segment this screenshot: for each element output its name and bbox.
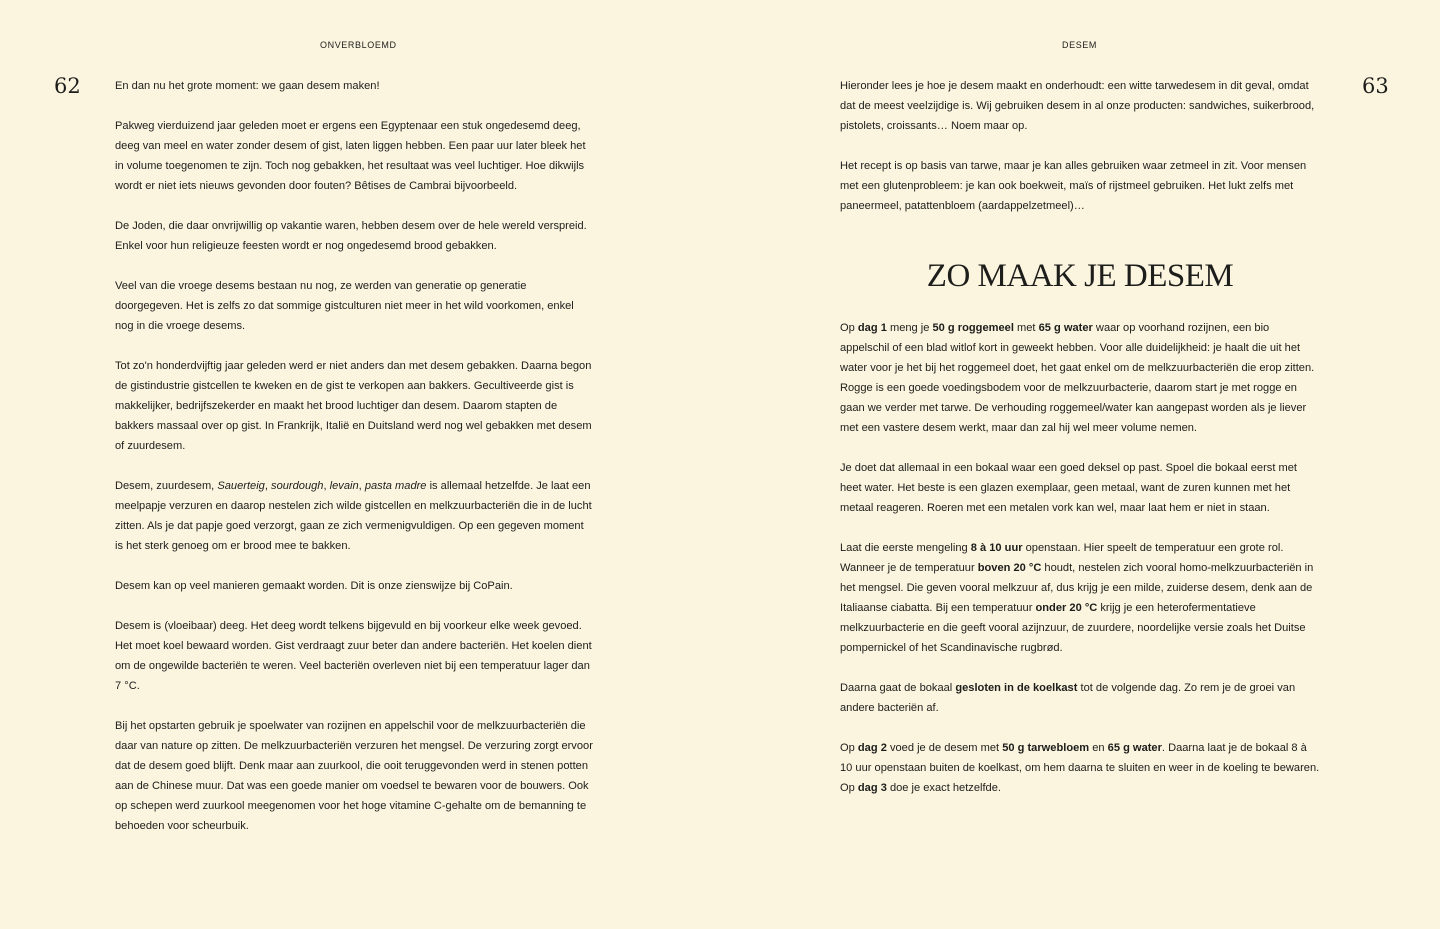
text-run: ,	[323, 480, 330, 492]
bold-text: dag 1	[857, 322, 887, 334]
bold-text: gesloten in de koelkast	[955, 682, 1078, 694]
running-head-right: DESEM	[1062, 40, 1098, 50]
paragraph	[840, 738, 1320, 798]
paragraph	[115, 76, 593, 96]
right-page	[720, 0, 1440, 929]
text-run: Je doet dat allemaal in een bokaal waar een goed deksel op past. Spoel die bokaal eerst met heet water. Het beste is een glazen exemplaar, geen metaal, want de zuren kunnen met het metaal reageren. Roeren met een metalen vork kan wel, maar laat hem er niet in staan.	[840, 462, 1297, 514]
bold-text: dag 2	[857, 742, 887, 754]
text-run: Pakweg vierduizend jaar geleden moet er ergens een Egyptenaar een stuk ongedesemd deeg, deeg van meel en water zonder desem of gist, laten liggen hebben. Een paar uur later bleek het in volume toegenomen te zijn. Toch nog gebakken, het resultaat was veel luchtiger. Hoe dikwijls wordt er niet iets nieuws gevonden door fouten? Bêtises de Cambrai bijvoorbeeld.	[115, 120, 586, 192]
italic-text: Sauerteig	[217, 480, 265, 492]
text-run: Daarna gaat de bokaal	[840, 682, 956, 694]
body-text-left	[115, 76, 593, 856]
bold-text: 50 g roggemeel	[932, 322, 1014, 334]
paragraph	[115, 276, 593, 336]
text-run: Op	[840, 742, 858, 754]
bold-text: 65 g water	[1107, 742, 1162, 754]
text-run: voed je de desem met	[886, 742, 1003, 754]
paragraph	[840, 458, 1320, 518]
text-run: . Daarna laat je de bokaal 8 à 10 uur openstaan buiten de koelkast, om hem daarna te sluiten en weer in de koeling te bewaren. Op	[840, 742, 1320, 794]
text-run: Tot zo'n honderdvijftig jaar geleden werd er niet anders dan met desem gebakken. Daarna begon de gistindustrie gistcellen te kweken en de gist te verkopen aan bakkers. Gecultiveerde gist is makkelijker, bedrijfszekerder en maakt het brood luchtiger dan desem. Daarom stapten de bakkers massaal over op gist. In Frankrijk, Italië en Duitsland werd nog wel gebakken met desem of zuurdesem.	[115, 360, 592, 452]
bold-text: boven 20 °C	[977, 562, 1042, 574]
paragraph	[840, 76, 1320, 136]
text-run: Desem, zuurdesem,	[115, 480, 218, 492]
text-run: Desem is (vloeibaar) deeg. Het deeg wordt telkens bijgevuld en bij voorkeur elke week gevoed. Het moet koel bewaard worden. Gist verdraagt zuur beter dan andere bacteriën. Het koelen dient om de ongewilde bacteriën te weren. Veel bacteriën overleven niet bij een temperatuur lager dan 7 °C.	[115, 620, 592, 692]
bold-text: dag 3	[857, 782, 887, 794]
italic-text: pasta madre	[364, 480, 427, 492]
recipe-text	[840, 318, 1320, 798]
text-run: Het recept is op basis van tarwe, maar je kan alles gebruiken waar zetmeel in zit. Voor mensen met een glutenprobleem: je kan ook boekweit, maïs of rijstmeel gebruiken. Het lukt zelfs met paneermeel, patattenbloem (aardappelzetmeel)…	[840, 160, 1307, 212]
paragraph	[115, 716, 593, 836]
text-run: ,	[264, 480, 272, 492]
running-head-left: ONVERBLOEMD	[320, 40, 397, 50]
paragraph	[115, 116, 593, 196]
page-number-left: 62	[54, 74, 81, 98]
text-run: tot de volgende dag. Zo rem je de groei van andere bacteriën af.	[840, 682, 1296, 714]
bold-text: 50 g tarwebloem	[1002, 742, 1090, 754]
italic-text: sourdough	[271, 480, 324, 492]
text-run: Op	[840, 322, 858, 334]
text-run: Hieronder lees je hoe je desem maakt en onderhoudt: een witte tarwedesem in dit geval, omdat dat de meest veelzijdige is. Wij gebruiken desem in al onze producten: sandwiches, suikerbrood, pistolets, croissants… Noem maar op.	[840, 80, 1315, 132]
text-run: openstaan. Hier speelt de temperatuur een grote rol. Wanneer je de temperatuur	[840, 542, 1284, 574]
paragraph	[840, 678, 1320, 718]
text-run: De Joden, die daar onvrijwillig op vakantie waren, hebben desem over de hele wereld verspreid. Enkel voor hun religieuze feesten wordt er nog ongedesemd brood gebakken.	[115, 220, 587, 252]
paragraph	[840, 318, 1320, 438]
paragraph	[115, 476, 593, 556]
text-run: krijg je een heterofermentatieve melkzuurbacterie en die geeft vooral azijnzuur, de zuurdere, noordelijke versie zoals het Duitse pompernickel of het Scandinavische rugbrød.	[840, 602, 1306, 654]
bold-text: 8 à 10 uur	[970, 542, 1023, 554]
paragraph	[840, 538, 1320, 658]
text-run: meng je	[886, 322, 933, 334]
text-run: Veel van die vroege desems bestaan nu nog, ze werden van generatie op generatie doorgegeven. Het is zelfs zo dat sommige gistculturen niet meer in het wild voorkomen, enkel nog in die vroege desems.	[115, 280, 574, 332]
paragraph	[115, 576, 593, 596]
text-run: is allemaal hetzelfde. Je laat een meelpapje verzuren en daarop nestelen zich wilde gistcellen en melkzuurbacteriën die in de lucht zitten. Als je dat papje goed verzorgt, gaan ze zich vermenigvuldigen. Op een gegeven moment is het sterk genoeg om er brood mee te bakken.	[115, 480, 592, 552]
text-run: Desem kan op veel manieren gemaakt worden. Dit is onze zienswijze bij CoPain.	[115, 580, 513, 592]
text-run: met	[1013, 322, 1039, 334]
bold-text: 65 g water	[1038, 322, 1093, 334]
section-title: ZO MAAK JE DESEM	[926, 258, 1234, 294]
text-run: En dan nu het grote moment: we gaan desem maken!	[115, 80, 380, 92]
paragraph	[115, 616, 593, 696]
paragraph	[115, 216, 593, 256]
text-run: waar op voorhand rozijnen, een bio appelschil of een blad witlof kort in geweekt hebben. Voor alle duidelijkheid: je haalt die uit het water voor je het bij het roggemeel doet, het gaat enkel om de melkzuurbacteriën die erop zitten. Rogge is een goede voedingsbodem voor de melkzuurbacterie, daarom start je met rogge en gaan we verder met tarwe. De verhouding roggemeel/water kan aangepast worden als je liever met een vastere desem werkt, maar dan zal hij wel meer volume nemen.	[840, 322, 1315, 434]
paragraph	[115, 356, 593, 456]
bold-text: onder 20 °C	[1035, 602, 1098, 614]
intro-text	[840, 76, 1320, 216]
paragraph	[840, 156, 1320, 216]
italic-text: levain	[329, 480, 359, 492]
text-run: houdt, nestelen zich vooral homo-melkzuurbacteriën in het mengsel. Die geven vooral melkzuur af, dus krijg je een milde, zuiderse desem, denk aan de Italiaanse ciabatta. Bij een temperatuur	[840, 562, 1314, 614]
text-run: Bij het opstarten gebruik je spoelwater van rozijnen en appelschil voor de melkzuurbacteriën die daar van nature op zitten. De melkzuurbacteriën verzuren het mengsel. De verzuring zorgt ervoor dat de desem goed blijft. Denk maar aan zuurkool, die ooit teruggevonden werd in stenen potten aan de Chinese muur. Dat was een goede manier om voedsel te bewaren voor de bouwers. Ook op schepen werd zuurkool meegenomen voor het hoge vitamine C-gehalte om de bemanning te behoeden voor scheurbuik.	[115, 720, 593, 832]
body-text-right	[840, 76, 1320, 818]
page-number-right: 63	[1362, 74, 1389, 98]
text-run: en	[1089, 742, 1108, 754]
text-run: ,	[358, 480, 365, 492]
text-run: doe je exact hetzelfde.	[886, 782, 1001, 794]
text-run: Laat die eerste mengeling	[840, 542, 971, 554]
